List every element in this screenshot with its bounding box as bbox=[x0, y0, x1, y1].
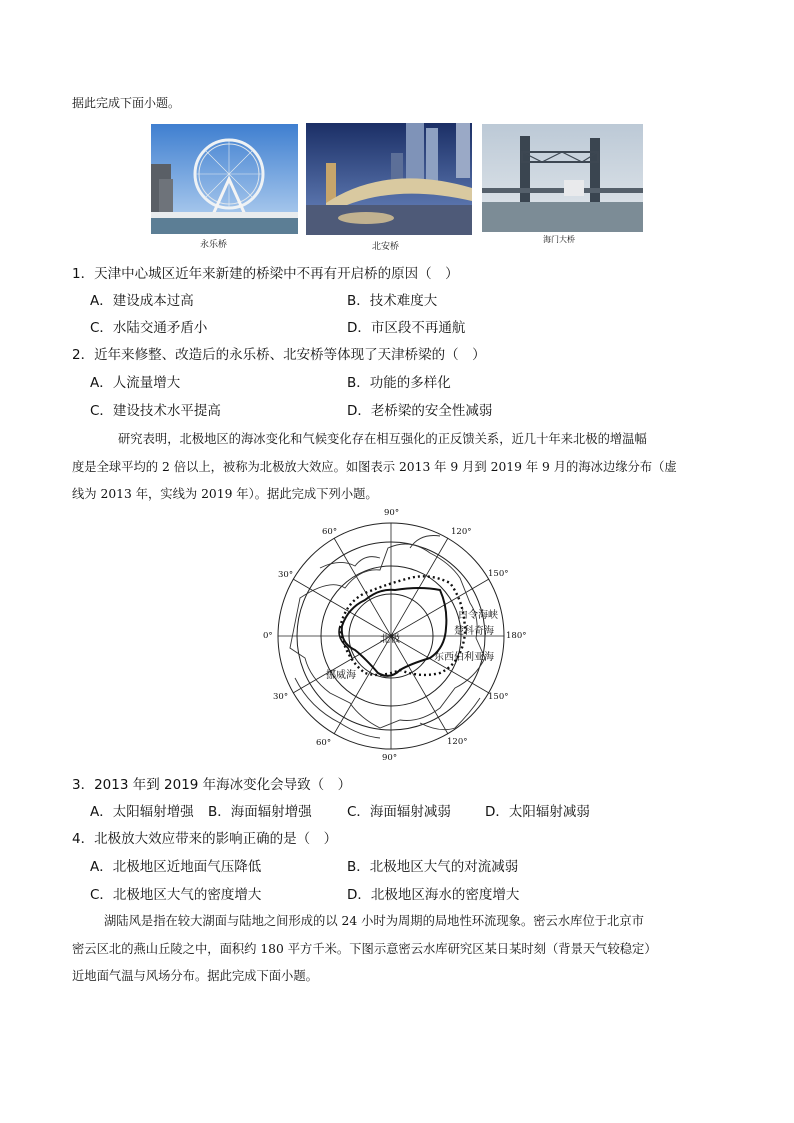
label-0: 0° bbox=[263, 631, 273, 641]
label-30-bottom-left: 30° bbox=[273, 692, 289, 702]
arctic-sea-ice-map bbox=[263, 508, 530, 766]
q2-option-c: C．建设技术水平提高 bbox=[90, 403, 221, 419]
q4-option-c: C．北极地区大气的密度增大 bbox=[90, 887, 262, 903]
question-1-stem: 1．天津中心城区近年来新建的桥梁中不再有开启桥的原因（ ） bbox=[72, 266, 459, 282]
intro-text: 据此完成下面小题。 bbox=[72, 96, 181, 110]
q4-option-d: D．北极地区海水的密度增大 bbox=[347, 887, 520, 903]
passage-3-line-1: 湖陆风是指在较大湖面与陆地之间形成的以 24 小时为周期的局地性环流现象。密云水库位于北京市 bbox=[104, 914, 644, 928]
label-chukchi-sea: 楚科奇海 bbox=[454, 626, 494, 637]
passage-2-line-2: 度是全球平均的 2 倍以上，被称为北极放大效应。如图表示 2013 年 9 月到 2019 年 9 月的海冰边缘分布（虚 bbox=[72, 460, 677, 474]
label-bering-strait: 白令海峡 bbox=[458, 610, 498, 621]
bridge-photo-haimen bbox=[482, 124, 643, 232]
label-120-bottom-right: 120° bbox=[447, 737, 468, 747]
q4-option-a: A．北极地区近地面气压降低 bbox=[90, 859, 262, 875]
label-north-pole: 北极 bbox=[380, 634, 400, 645]
passage-3-line-2: 密云区北的燕山丘陵之中，面积约 180 平方千米。下图示意密云水库研究区某日某时刻（背景天气较稳定） bbox=[72, 942, 657, 956]
label-150-top-right: 150° bbox=[488, 569, 509, 579]
label-120-top-right: 120° bbox=[451, 527, 472, 537]
bridge-photo-beian bbox=[306, 123, 472, 235]
label-90-top: 90° bbox=[384, 508, 400, 518]
label-norwegian-sea: 挪威海 bbox=[326, 670, 356, 681]
q3-option-d: D．太阳辐射减弱 bbox=[485, 804, 590, 820]
label-90-bottom: 90° bbox=[382, 753, 398, 763]
q1-option-d: D．市区段不再通航 bbox=[347, 320, 466, 336]
passage-3-line-3: 近地面气温与风场分布。据此完成下面小题。 bbox=[72, 969, 318, 983]
label-150-bottom-right: 150° bbox=[488, 692, 509, 702]
q1-option-c: C．水陆交通矛盾小 bbox=[90, 320, 208, 336]
question-4-stem: 4．北极放大效应带来的影响正确的是（ ） bbox=[72, 831, 338, 847]
q3-option-b: B．海面辐射增强 bbox=[208, 804, 312, 820]
label-east-siberian-sea: 东西伯利亚海 bbox=[434, 652, 494, 663]
question-2-stem: 2．近年来修整、改造后的永乐桥、北安桥等体现了天津桥梁的（ ） bbox=[72, 347, 486, 363]
label-30-top-left: 30° bbox=[278, 570, 294, 580]
passage-2-line-3: 线为 2013 年，实线为 2019 年）。据此完成下列小题。 bbox=[72, 487, 378, 501]
caption-beian: 北安桥 bbox=[372, 242, 400, 252]
label-180: 180° bbox=[506, 631, 527, 641]
caption-haimen: 海门大桥 bbox=[543, 235, 575, 244]
q2-option-a: A．人流量增大 bbox=[90, 375, 181, 391]
question-3-stem: 3．2013 年到 2019 年海冰变化会导致（ ） bbox=[72, 777, 352, 793]
caption-yongle: 永乐桥 bbox=[200, 240, 228, 250]
q1-option-a: A．建设成本过高 bbox=[90, 293, 194, 309]
label-60-bottom-left: 60° bbox=[316, 738, 332, 748]
label-60-top-left: 60° bbox=[322, 527, 338, 537]
q1-option-b: B．技术难度大 bbox=[347, 293, 438, 309]
q2-option-d: D．老桥梁的安全性减弱 bbox=[347, 403, 493, 419]
q3-option-c: C．海面辐射减弱 bbox=[347, 804, 451, 820]
bridge-photo-yongle bbox=[151, 124, 298, 234]
q4-option-b: B．北极地区大气的对流减弱 bbox=[347, 859, 519, 875]
passage-2-line-1: 研究表明，北极地区的海冰变化和气候变化存在相互强化的正反馈关系，近几十年来北极的增温幅 bbox=[118, 432, 647, 446]
q3-option-a: A．太阳辐射增强 bbox=[90, 804, 194, 820]
q2-option-b: B．功能的多样化 bbox=[347, 375, 451, 391]
